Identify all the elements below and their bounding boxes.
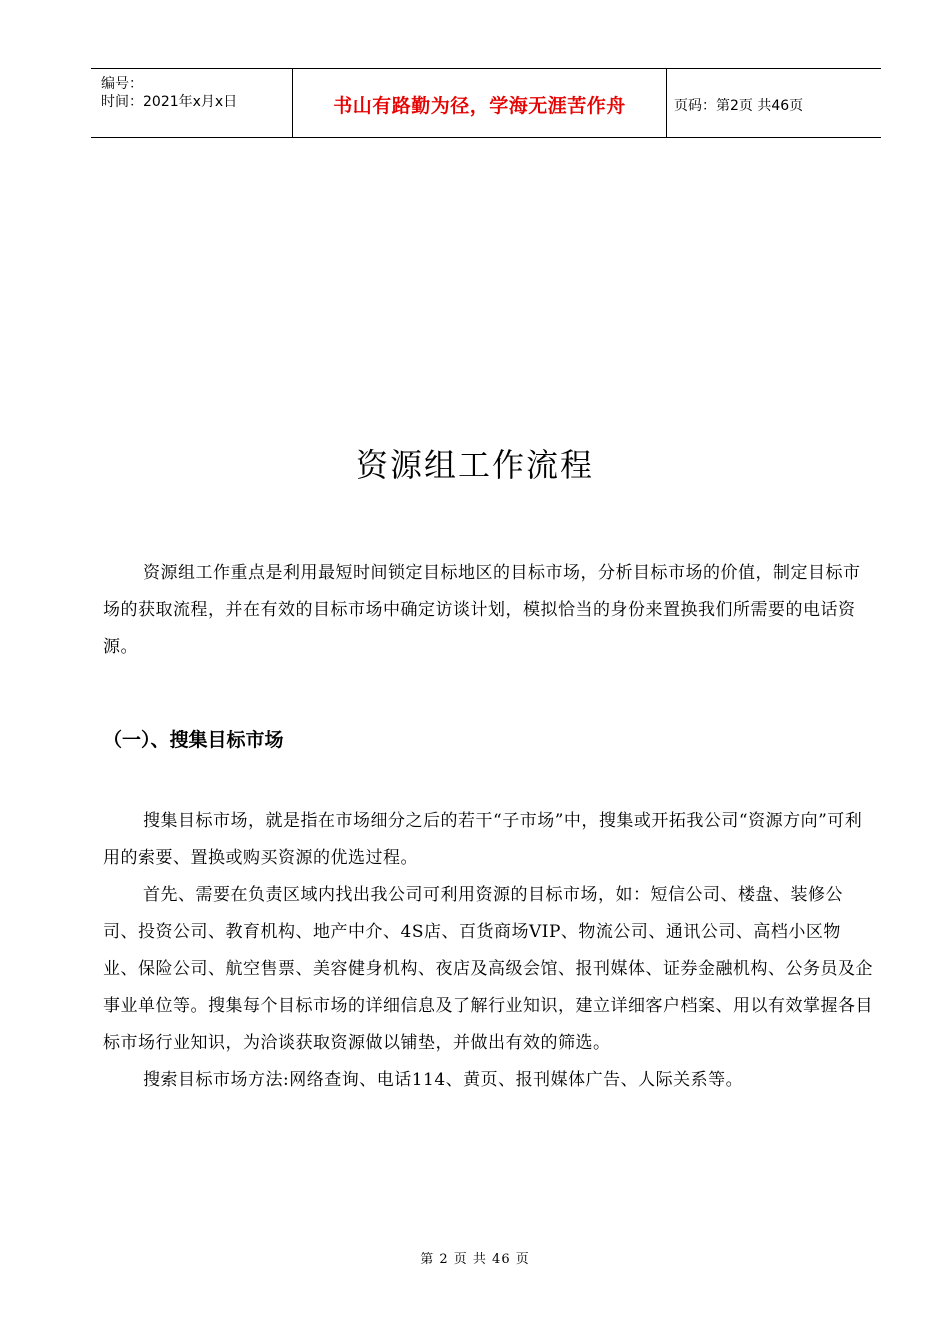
header-page-info: 页码：第2页 共46页 [674, 98, 804, 114]
number-label: 编号： [101, 76, 143, 92]
document-title: 资源组工作流程 [355, 446, 594, 484]
page-footer: 第 2 页 共 46 页 [420, 1252, 530, 1267]
intro-paragraph: 资源组工作重点是利用最短时间锁定目标地区的目标市场，分析目标市场的价值，制定目标市场的获取流程，并在有效的目标市场中确定访谈计划，模拟恰当的身份来置换我们所需要的电话资源。 [103, 563, 861, 657]
header-meta-cell [91, 69, 292, 137]
section-heading: （一）、搜集目标市场 [103, 729, 284, 751]
date-line: 时间：2021年x月x日 [101, 94, 238, 110]
body-paragraph-1: 搜集目标市场，就是指在市场细分之后的若干“子市场”中，搜集或开拓我公司“资源方向”可利用的索要、置换或购买资源的优选过程。 [103, 811, 863, 868]
header-motto-cell [292, 69, 667, 137]
document-header [91, 68, 881, 138]
motto-text: 书山有路勤为径，学海无涯苦作舟 [333, 95, 626, 117]
header-page-cell [666, 69, 881, 137]
body-paragraph-2: 首先、需要在负责区域内找出我公司可利用资源的目标市场，如：短信公司、楼盘、装修公司、投资公司、教育机构、地产中介、4S店、百货商场VIP、物流公司、通讯公司、高档小区物业、保险公司、航空售票、美容健身机构、夜店及高级会馆、报刊媒体、证券金融机构、公务员及企事业单位等。搜集每个目标市场的详细信息及了解行业知识，建立详细客户档案、用以有效掌握各目标市场行业知识，为洽谈获取资源做以铺垫，并做出有效的筛选。 [103, 885, 873, 1053]
body-paragraph-3: 搜索目标市场方法:网络查询、电话114、黄页、报刊媒体广告、人际关系等。 [143, 1070, 744, 1090]
